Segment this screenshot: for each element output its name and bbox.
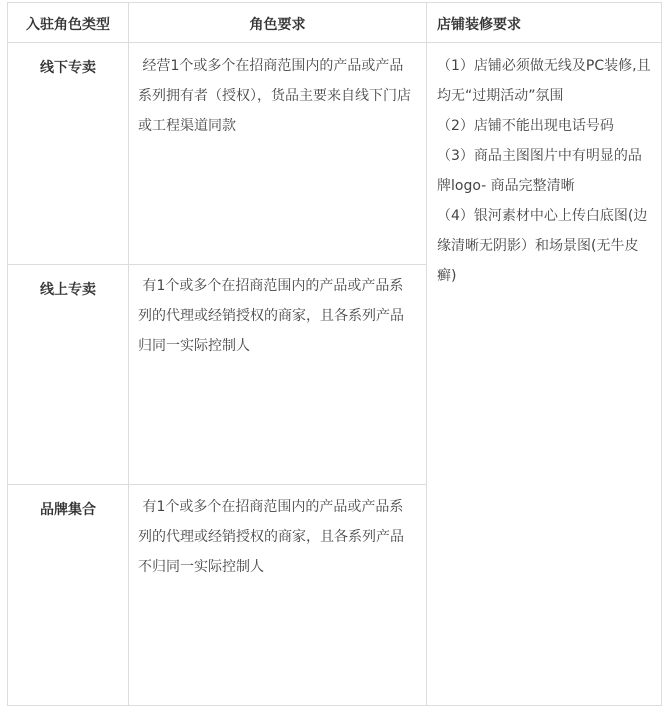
role-requirement-text: 经营1个或多个在招商范围内的产品或产品系列拥有者（授权），货品主要来自线下门店或工程渠道同款 xyxy=(138,58,411,134)
requirements-table xyxy=(7,2,662,706)
role-requirement-text: 有1个或多个在招商范围内的产品或产品系列的代理或经销授权的商家，且各系列产品不归同一实际控制人 xyxy=(138,499,404,575)
role-type-label: 品牌集合 xyxy=(40,502,96,518)
header-role-type xyxy=(7,2,128,42)
header-shop-requirement-label: 店铺装修要求 xyxy=(437,17,521,33)
header-role-type-label: 入驻角色类型 xyxy=(26,17,110,33)
row-online-requirement xyxy=(128,264,426,484)
role-type-label: 线上专卖 xyxy=(40,282,96,298)
row-brand-collection-requirement xyxy=(128,484,426,706)
row-online-type xyxy=(7,264,128,484)
row-brand-collection-type xyxy=(7,484,128,706)
header-role-requirement-label: 角色要求 xyxy=(249,17,306,33)
shop-requirement-text: （1）店铺必须做无线及PC装修,且均无“过期活动”氛围 （2）店铺不能出现电话号码 （3）商品主图图片中有明显的品牌logo- 商品完整清晰 （4）银河素材中心上传白底图(边缘清晰无阴影）和场景图(无牛皮癣) xyxy=(437,58,651,284)
header-shop-requirement xyxy=(426,2,662,42)
role-requirement-text: 有1个或多个在招商范围内的产品或产品系列的代理或经销授权的商家，且各系列产品归同一实际控制人 xyxy=(138,278,404,354)
role-type-label: 线下专卖 xyxy=(40,60,96,76)
row-offline-requirement xyxy=(128,42,426,264)
row-offline-type xyxy=(7,42,128,264)
header-role-requirement xyxy=(128,2,426,42)
shop-requirement-cell xyxy=(426,42,662,706)
